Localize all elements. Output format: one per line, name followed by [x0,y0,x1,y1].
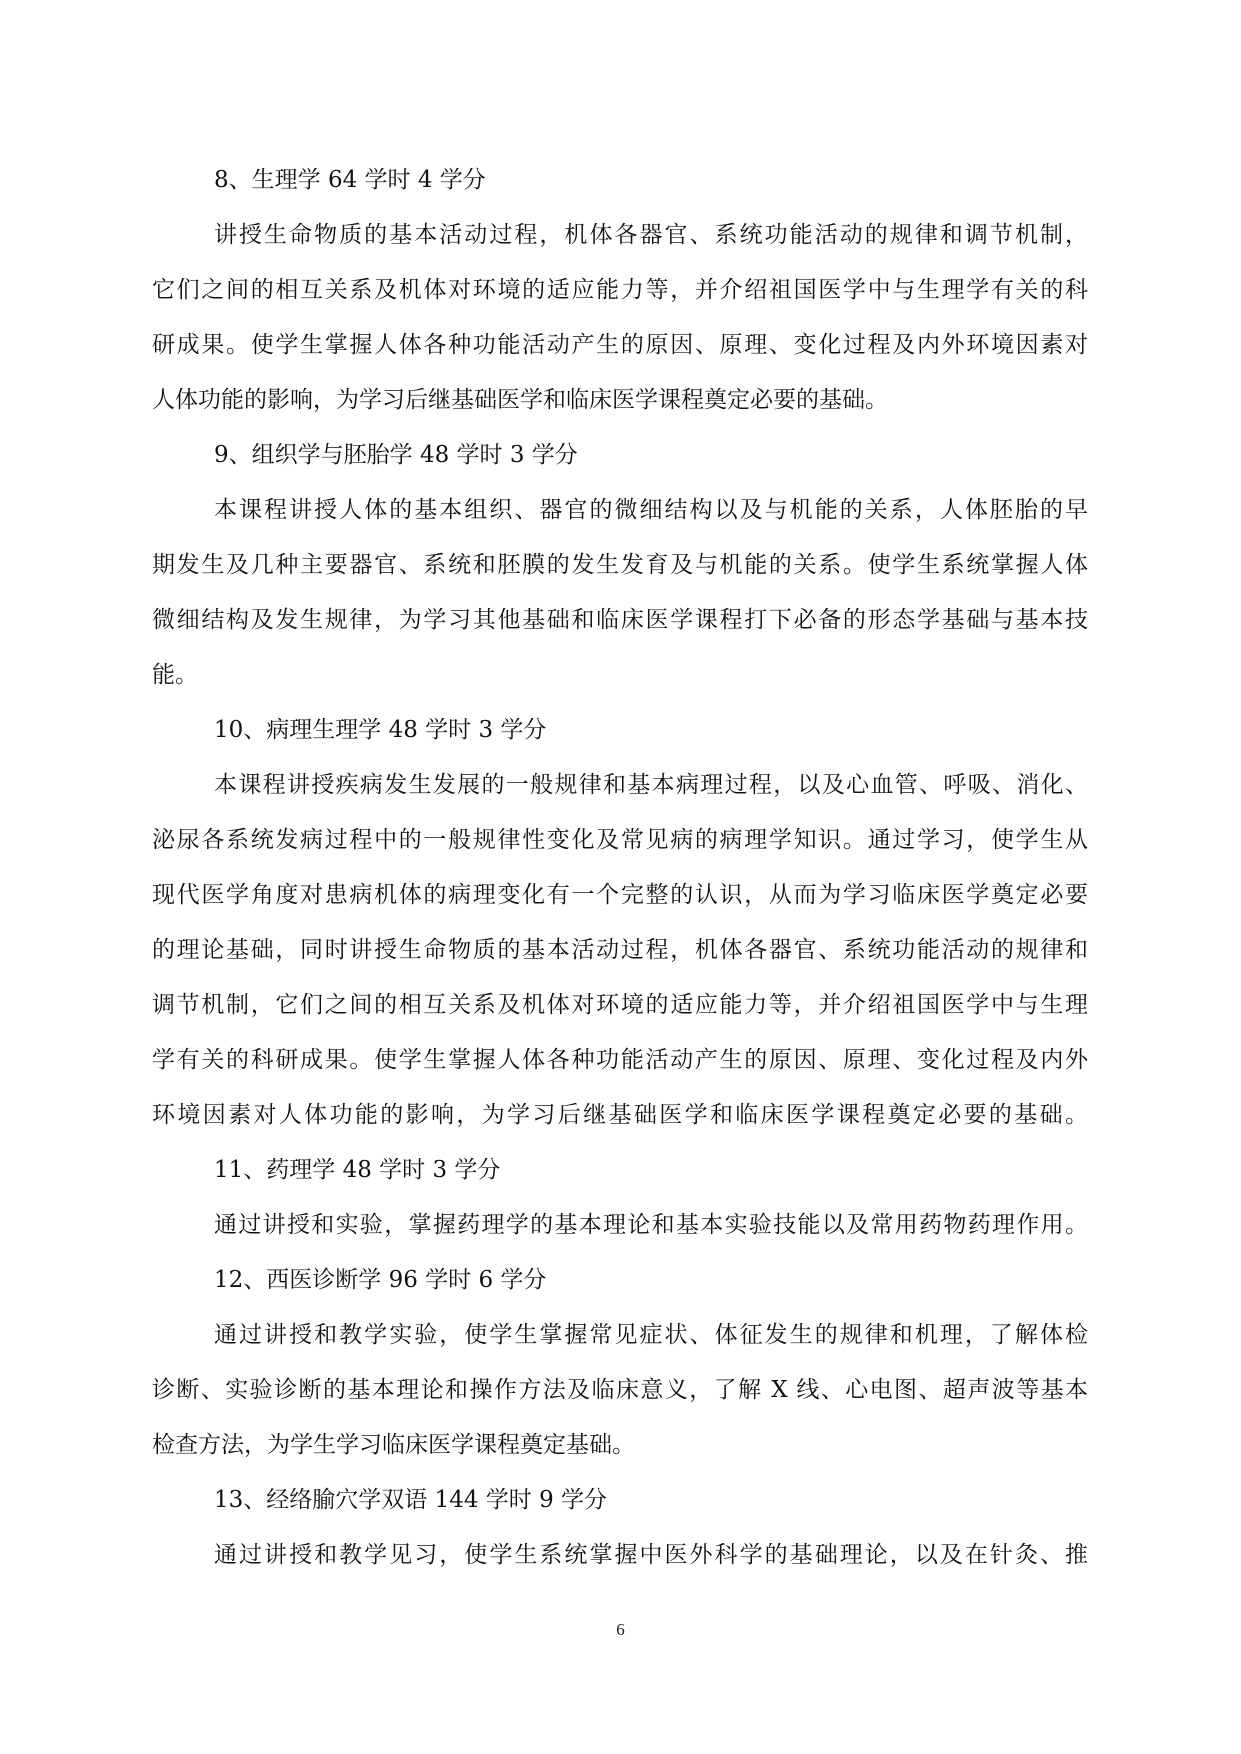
text-line: 诊断、实验诊断的基本理论和操作方法及临床意义，了解 X 线、心电图、超声波等基本 [152,1377,1088,1403]
text-line: 11、药理学 48 学时 3 学分 [214,1157,501,1183]
text-line: 讲授生命物质的基本活动过程，机体各器官、系统功能活动的规律和调节机制， [214,222,1088,248]
text-line: 期发生及几种主要器官、系统和胚膜的发生发育及与机能的关系。使学生系统掌握人体 [152,552,1088,578]
text-line: 现代医学角度对患病机体的病理变化有一个完整的认识，从而为学习临床医学奠定必要 [152,882,1088,908]
text-line: 环境因素对人体功能的影响，为学习后继基础医学和临床医学课程奠定必要的基础。 [152,1102,1088,1128]
text-line: 12、西医诊断学 96 学时 6 学分 [214,1267,547,1293]
text-line: 通过讲授和实验，掌握药理学的基本理论和基本实验技能以及常用药物药理作用。 [214,1212,1088,1238]
text-line: 微细结构及发生规律，为学习其他基础和临床医学课程打下必备的形态学基础与基本技 [152,607,1088,633]
text-line: 的理论基础，同时讲授生命物质的基本活动过程，机体各器官、系统功能活动的规律和 [152,937,1088,963]
text-line: 通过讲授和教学实验，使学生掌握常见症状、体征发生的规律和机理，了解体检 [214,1322,1088,1348]
text-line: 10、病理生理学 48 学时 3 学分 [214,717,547,743]
text-line: 9、组织学与胚胎学 48 学时 3 学分 [214,442,578,468]
text-line: 本课程讲授人体的基本组织、器官的微细结构以及与机能的关系，人体胚胎的早 [214,497,1088,523]
text-line: 研成果。使学生掌握人体各种功能活动产生的原因、原理、变化过程及内外环境因素对 [152,332,1088,358]
text-line: 13、经络腧穴学双语 144 学时 9 学分 [214,1487,608,1513]
text-line: 8、生理学 64 学时 4 学分 [214,167,486,193]
text-line: 学有关的科研成果。使学生掌握人体各种功能活动产生的原因、原理、变化过程及内外 [152,1047,1088,1073]
text-line: 调节机制，它们之间的相互关系及机体对环境的适应能力等，并介绍祖国医学中与生理 [152,992,1088,1018]
text-line: 通过讲授和教学见习，使学生系统掌握中医外科学的基础理论，以及在针灸、推 [214,1542,1088,1568]
text-line: 泌尿各系统发病过程中的一般规律性变化及常见病的病理学知识。通过学习，使学生从 [152,827,1088,853]
text-line: 它们之间的相互关系及机体对环境的适应能力等，并介绍祖国医学中与生理学有关的科 [152,277,1088,303]
page-number: 6 [616,1620,625,1639]
text-line: 本课程讲授疾病发生发展的一般规律和基本病理过程，以及心血管、呼吸、消化、 [214,772,1088,798]
text-line: 人体功能的影响，为学习后继基础医学和临床医学课程奠定必要的基础。 [152,387,888,413]
text-line: 能。 [152,662,198,688]
text-line: 检查方法，为学生学习临床医学课程奠定基础。 [152,1432,635,1458]
